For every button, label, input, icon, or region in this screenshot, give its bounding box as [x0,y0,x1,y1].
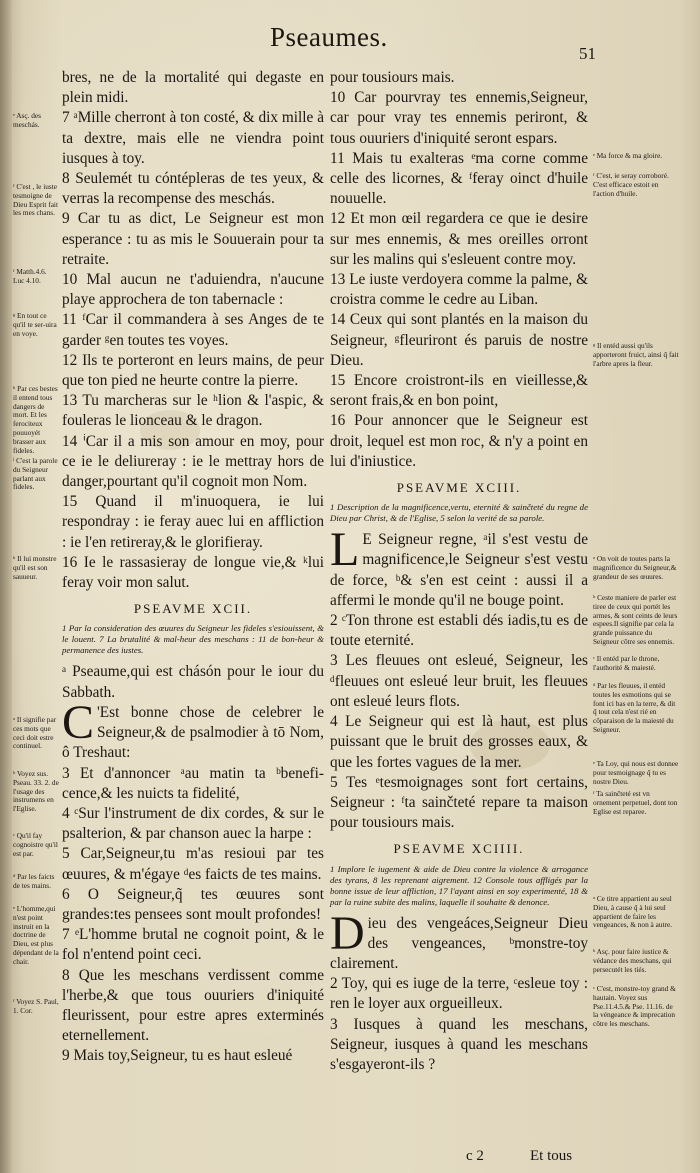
verse: 12 Ils te porteront en leurs mains, de peur que ton pied ne heurte contre la pierre. [62,351,324,390]
margin-note: ᶜ Qu'il fay cognoistre qu'il est par. [13,831,58,858]
verse: 2 Toy, qui es iuge de la terre, ᶜesleue toy : ren le loyer aux orgueilleux. [330,975,588,1013]
margin-note: ᶠ Ta sainčteté est vn ornement perpetuel, dont ton Eglise est reparee. [593,789,678,816]
margin-note: ᵈ Par les fleuues, il entéd toutes les esmotions qui se font ici bas en la terre, & dit q̃ tout cela n'est rié en côparaison de la maiesté du Seigneur. [593,681,676,734]
psalm-argument: 1 Par la consideration des œuures du Seigneur les fideles s'esiouissent, & le louent. 7 La brutalité & mal-heur des meschans : 11 de bon-heur & permanence des iustes. [62,623,324,656]
verse: 4 Le Seigneur qui est là haut, est plus puissant que le bruit des grosses eaux, & que les fortes vagues de la mer. [330,713,588,771]
drop-capital: L [330,523,360,577]
margin-note: ᶠ Matth.4.6. Luc 4.10. [13,267,47,285]
margin-note: ᵉ Asç. des meschás. [13,111,42,129]
psalm-heading: PSEAVME XCIIII. [393,841,525,857]
margin-note: ᶠ Voyez S. Paul, 1. Cor. [13,997,59,1015]
verse: 3 Et d'annoncer ᵃau matin ta ᵇbenefi-cence,& les nuicts ta fidelité, [62,764,324,802]
verse: 10 Car pourvray tes ennemis,Seigneur, car pour vray tes ennemis periront, & tous ouuriers d'iniquité seront espars. [330,89,588,147]
verse: 8 Seulemét tu cóntépleras de tes yeux, & verras la recompense des meschás. [62,170,324,208]
verse: 12 Et mon œil regardera ce que ie desire sur mes ennemis, & mes oreilles orront sur les malins qui s'esleuent contre moy. [330,210,588,268]
margin-note: ᵃ Il signifie par ces mots que ceci doit estre continuel. [13,715,57,751]
margin-note: ⁱ C'est la parole du Seigneur parlant aux fideles. [13,456,58,492]
verse: 7 ᵃMille cherront à ton costé, & dix mille à ta dextre, mais elle ne viendra point iusques à toy. [62,109,324,167]
margin-note: ᶠ C'est , le iuste tesmoigne de Dieu Esprit fait les mes chans. [13,182,58,218]
margin-note: ᵇ Asç. pour faire iustice & védance des meschans, qui persecutét les tiés. [593,947,672,974]
margin-note: ᵇ Voyez sus. Pseau. 33. 2. de l'usage des instrumens en l'Eglise. [13,769,59,814]
margin-note: ᵇ Ceste maniere de parler est tiree de ceux qui portét les armes, & sont ceints de leurs espees.Il signifie par cela la grande puissance du Seigneur côtre ses ennemis. [593,593,678,646]
verse: 10 Mal aucun ne t'aduiendra, n'aucune playe approchera de ton tabernacle : [62,271,324,309]
margin-note: ᵉ Ta Loy, qui nous est donnee pour tesmoignage q̃ tu es nostre Dieu. [593,759,679,786]
left-text-column [62,68,324,1067]
verse: 15 Quand il m'inuoquera, ie lui respondray : ie feray auec lui en affliction : ie l'en retireray,& le glorifieray. [62,493,324,551]
psalm-argument: 1 Implore le iugement & aide de Dieu contre la violence & arrogance des tyrans, 8 les reprenant aigrement. 12 Console tous affligés par la bonne issue de leur affliction, 17 l'ayant ainsi en soy experimenté, 18 & par la ruine subite des malins, laquelle il souhaite & denonce. [330,863,588,907]
verse: 4 ᶜSur l'instrument de dix cordes, & sur le psalterion, & par chanson auec la harpe : [62,804,324,843]
opening-verse [62,695,324,764]
verse: pour tousiours mais. [330,69,455,86]
folio-number: 51 [579,44,596,63]
verse: 9 Mais toy,Seigneur, tu es haut esleué [62,1047,293,1065]
verse: bres, ne de la mortalité qui degaste en plein midi. [62,69,324,107]
drop-capital: D [330,906,365,960]
verse: ᵃ Pseaume,qui est chásón pour le iour du Sabbath. [62,663,324,701]
margin-note: ᵈ Par les faicts de tes mains. [13,872,55,890]
margin-note: ᶠ C'est, ie seray corroboré. C'est efficace estoit en l'action d'huile. [593,171,669,198]
running-head: Pseaumes. [270,22,388,52]
margin-note: ᵉ Ma force & ma gloire. [593,151,663,160]
verse: 9 Car tu as dict, Le Seigneur est mon esperance : tu as mis le Souuerain pour ta retraite. [62,210,324,268]
margin-note: ᶜ Il entéd par le throne, l'authorité & maiesté. [593,654,660,672]
psalm-heading: PSEAVME XCII. [133,601,253,617]
verse: 16 Pour annoncer que le Seigneur est droit, lequel est mon roc, & n'y a point en lui d'iniustice. [330,412,588,470]
psalm-argument: 1 Description de la magnificence,vertu, eternité & sainčteté du regne de Dieu par Christ, & de l'Eglise, 5 selon la verité de sa parole. [330,502,588,524]
opening-verse [330,906,588,975]
verse-text: ieu des vengeáces,Seigneur Dieu des vengeances, ᵇmonstre-toy clairement. [330,914,588,972]
margin-note: ʰ Par ces bestes il entend tous dangers de mort. Et les ferociteux pouuoyét brasser aux fideles. [13,384,58,455]
signature-mark: c 2 [466,1148,484,1164]
opening-verse [330,523,588,611]
verse-text: E Seigneur regne, ᵃil s'est vestu de magnificence,le Seigneur s'est vestu de force, ᵇ& s'en est ceint : aussi il a affermi le monde qu'il ne bouge point. [330,531,588,609]
margin-note: ᵃ Ce titre appartient au seul Dieu, à cause q̃ à lui seul appartient de faire les vengeances, & non à autre. [593,894,673,930]
verse: 5 Tes ᵉtesmoignages sont fort certains, Seigneur : ᶠta sainčteté repare ta maison pour tousiours mais. [330,773,588,832]
drop-capital: C [62,695,95,749]
verse: 15 Encore croistront-ils en vieillesse,& seront frais,& en bon point, [330,372,588,410]
psalm-heading: PSEAVME XCIII. [396,480,522,496]
verse: 11 Mais tu exalteras ᵉma corne comme celle des licornes, & ᶠferay oinct d'huile nouuelle. [330,149,588,208]
margin-note: ᶜ C'est, monstre-toy grand & hautain. Voyez sus Pse.11.4.5.& Pse. 11.16. de la véngeance & imprecation côtre les meschans. [593,984,676,1029]
verse: 2 ᶜTon throne est establi dés iadis,tu es de toute eternité. [330,612,588,650]
catchword: Et tous [530,1148,573,1164]
verse: 13 Tu marcheras sur le ʰlion & l'aspic, & fouleras le lionceau & le dragon. [62,392,324,430]
right-text-column [330,68,588,1075]
verse: 14 ⁱCar il a mis son amour en moy, pour ce ie le deliureray : ie le mettray hors de danger,pourtant qu'il cognoit mon Nom. [62,432,324,491]
margin-note: ᵉ L'homme,qui n'est point instruit en la doctrine de Dieu, est plus dépendant de la chair. [13,904,59,966]
verse: 3 Iusques à quand les meschans, Seigneur, iusques à quand les meschans s'esgayeront-ils ? [330,1015,588,1073]
verse: 6 O Seigneur,q̃ tes œuures sont grandes:tes pensees sont moult profondes! [62,885,324,923]
verse: 11 ᶠCar il commandera à ses Anges de te garder ᵍen toutes tes voyes. [62,311,324,349]
verse: 16 Ie le rassasieray de longue vie,& ᵏlui feray voir mon salut. [62,553,324,592]
verse: 14 Ceux qui sont plantés en la maison du Seigneur, ᵍfleuriront és paruis de nostre Dieu. [330,311,588,369]
margin-note: ᵍ Il entéd aussi qu'ils apporteront fruict, ainsi q̃ fait l'arbre apres la fleur. [593,341,679,368]
margin-note: ᵍ En tout ce qu'il te ser-uira en voye. [13,311,57,338]
verse-text: 'Est bonne chose de celebrer le Seigneur,& de psalmodier à tō Nom, ô Treshaut: [62,703,324,762]
book-spine [0,0,12,1173]
verse: 13 Le iuste verdoyera comme la palme, & croistra comme le cedre au Liban. [330,271,588,309]
verse: 3 Les fleuues ont esleué, Seigneur, les ᵈfleuues ont esleué leur bruit, les fleuues ont esleué leurs flots. [330,652,588,710]
margin-note: ᵃ On voit de toutes parts la magnificence du Seigneur,& grandeur de ses œuures. [593,554,677,581]
verse: 7 ᵉL'homme brutal ne cognoit point, & le fol n'entend point ceci. [62,926,324,964]
margin-note: ᵏ Il lui monstre qu'il est son sauueur. [13,554,57,581]
verse: 5 Car,Seigneur,tu m'as resioui par tes œuures, & m'égaye ᵈes faicts de tes mains. [62,845,324,883]
verse: 8 Que les meschans verdissent comme l'herbe,& que tous ouuriers d'iniquité fleurissent, pour estre apres exterminés eternellement. [62,966,324,1045]
